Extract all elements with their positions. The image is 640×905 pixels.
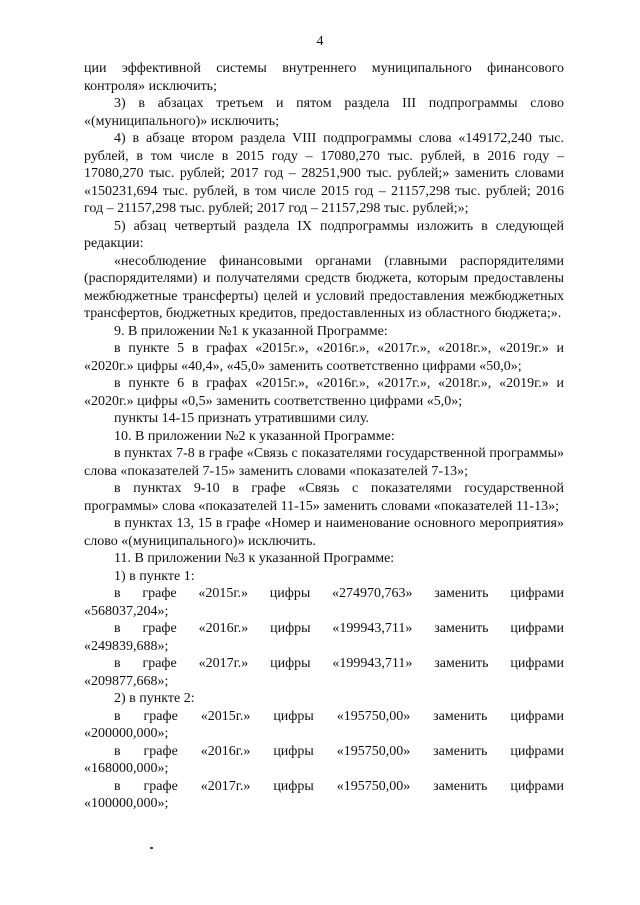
paragraph: в пунктах 13, 15 в графе «Номер и наименование основного мероприятия» слово «(муниципального)» исключить. (84, 516, 564, 549)
paragraph: 11. В приложении №3 к указанной Программе: (114, 551, 395, 566)
row-new-value: «568037,204»; (84, 603, 169, 619)
row-word: графе (142, 586, 177, 601)
row-old-value: «274970,763» (332, 586, 413, 601)
row-new-value: «168000,000»; (84, 761, 169, 776)
document-body (84, 60, 564, 813)
row-word: заменить (433, 743, 488, 759)
row-word: цифрами (510, 621, 564, 636)
row-new-value: «249839,688»; (84, 638, 169, 654)
row-old-value: «195750,00» (336, 708, 411, 724)
paragraph: в пункте 5 в графах «2015г.», «2016г.», «2017г.», «2018г.», «2019г.» и «2020г.» цифры «40,4», «45,0» заменить соответственно цифрами «50,0»; (84, 341, 564, 374)
paragraph: в пункте 6 в графах «2015г.», «2016г.», «2017г.», «2018г.», «2019г.» и «2020г.» цифры «0,5» заменить соответственно цифрами «5,0»; (84, 376, 564, 409)
row-word: в (114, 656, 121, 671)
point1-item (84, 620, 564, 655)
replacement-row (84, 778, 564, 796)
row-old-value: «199943,711» (332, 621, 413, 636)
row-word: цифры (273, 743, 314, 759)
paragraph: «несоблюдение финансовыми органами (главными распорядителями (распорядителями) и получателями средств бюджета, которым предоставлены межбюджетные трансферты) целей и условий предоставления межбюджетных трансфертов, бюджетных кредитов, предоставленных из областного бюджета;». (84, 253, 564, 321)
row-new-value: «209877,668»; (84, 673, 169, 689)
row-word: цифрами (510, 778, 564, 794)
row-word: заменить (433, 708, 488, 724)
row-word: графе (143, 708, 178, 724)
row-word: в (114, 708, 121, 724)
row-word: графе (142, 656, 177, 671)
page-number: 4 (316, 34, 324, 49)
row-word: цифры (273, 708, 314, 724)
row-word: цифрами (510, 586, 564, 601)
row-word: в (114, 743, 121, 759)
replacement-row (84, 585, 564, 603)
row-word: цифрами (510, 708, 564, 724)
row-word: графе (143, 743, 178, 759)
row-new-value: «100000,000»; (84, 796, 169, 811)
paragraph: ции эффективной системы внутреннего муниципального финансового контроля» исключить; (84, 61, 564, 94)
replacement-row (84, 620, 564, 638)
paragraph: 3) в абзацах третьем и пятом раздела III подпрограммы слово «(муниципального)» исключить; (84, 96, 564, 129)
paragraph: 2) в пункте 2: (114, 691, 195, 706)
row-word: графе (142, 621, 177, 636)
replacement-row (84, 708, 564, 726)
row-year: «2016г.» (200, 743, 251, 759)
row-word: в (114, 778, 121, 794)
paragraph: 9. В приложении №1 к указанной Программе: (114, 323, 388, 339)
point2-item (84, 743, 564, 778)
row-old-value: «199943,711» (332, 656, 413, 671)
row-year: «2016г.» (198, 621, 249, 636)
row-word: цифрами (510, 656, 564, 671)
point1-item (84, 655, 564, 690)
row-year: «2017г.» (198, 656, 249, 671)
point1-item (84, 585, 564, 620)
paragraph: 1) в пункте 1: (114, 568, 195, 584)
row-old-value: «195750,00» (336, 778, 411, 794)
scan-speck (150, 847, 153, 849)
row-word: в (114, 621, 121, 636)
row-word: цифры (273, 778, 314, 794)
row-year: «2017г.» (200, 778, 251, 794)
row-word: заменить (434, 621, 489, 636)
paragraph: пункты 14-15 признать утратившими силу. (114, 411, 369, 426)
point2-item (84, 708, 564, 743)
row-word: цифры (269, 586, 311, 601)
row-word: заменить (434, 586, 489, 601)
row-old-value: «195750,00» (336, 743, 411, 759)
replacement-row (84, 655, 564, 673)
paragraph: в пунктах 7-8 в графе «Связь с показателями государственной программы» слова «показателей 7-15» заменить словами «показателей 7-13»; (84, 446, 564, 479)
row-word: цифры (270, 656, 311, 671)
row-word: заменить (433, 778, 488, 794)
row-word: цифрами (510, 743, 564, 759)
row-year: «2015г.» (198, 586, 249, 601)
row-year: «2015г.» (200, 708, 251, 724)
replacement-row (84, 743, 564, 761)
row-word: заменить (434, 656, 489, 671)
row-word: в (114, 586, 121, 601)
row-word: цифры (270, 621, 311, 636)
row-new-value: «200000,000»; (84, 726, 169, 741)
paragraph: 10. В приложении №2 к указанной Программе: (114, 428, 395, 444)
point2-item (84, 778, 564, 813)
paragraph: 5) абзац четвертый раздела IX подпрограммы изложить в следующей редакции: (84, 218, 564, 251)
paragraph: в пунктах 9-10 в графе «Связь с показателями государственной программы» слова «показателей 11-15» заменить словами «показателей 11-13»; (84, 481, 564, 514)
paragraph: 4) в абзаце втором раздела VIII подпрограммы слова «149172,240 тыс. рублей, в том числе в 2015 году – 17080,270 тыс. рублей, в 2016 году – 17080,270 тыс. рублей; 2017 год – 28251,900 тыс. рублей;» заменить словами «150231,694 тыс. рублей, в том числе 2015 год – 21157,298 тыс. рублей; 2016 год – 21157,298 тыс. рублей; 2017 год – 21157,298 тыс. рублей;»; (84, 131, 564, 216)
row-word: графе (143, 778, 178, 794)
